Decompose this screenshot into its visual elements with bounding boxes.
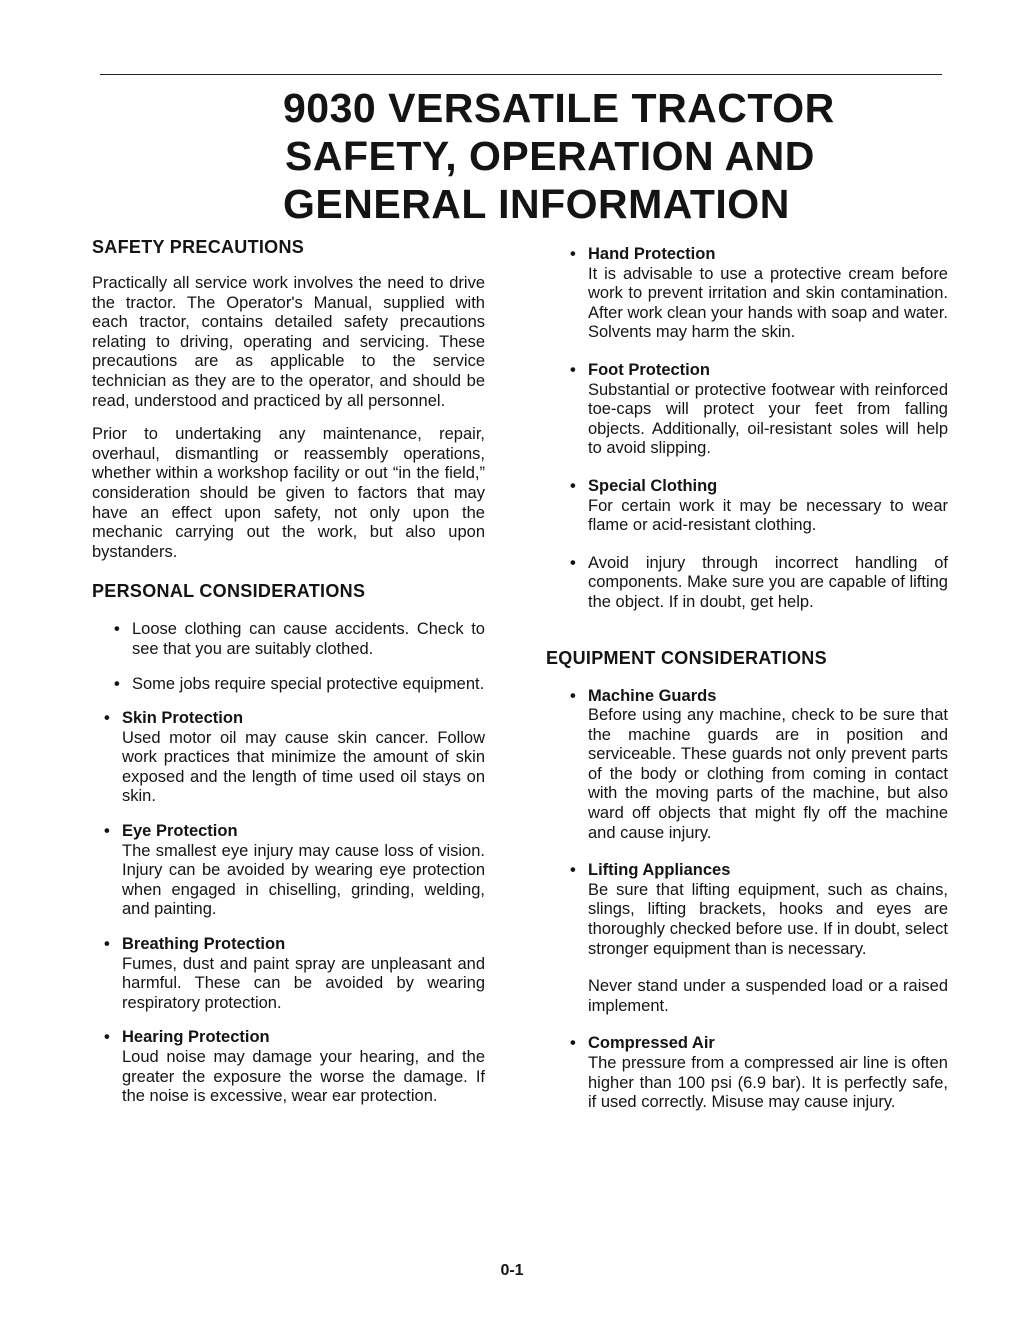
page-title [283, 84, 883, 228]
bullet: • [570, 861, 576, 880]
list-item [98, 1028, 485, 1106]
item-heading: Hand Protection [588, 245, 716, 263]
item-text: Loose clothing can cause accidents. Check to see that you are suitably clothed. [132, 620, 485, 658]
safety-paragraph-1: Practically all service work involves the need to drive the tractor. The Operator's Manual, supplied with each tractor, contains detailed safety precautions relating to driving, operating and servicing. These precautions are as applicable to the service technician as they are to the operator, and should be read, understood and practiced by all personnel. [92, 274, 485, 410]
item-text: Substantial or protective footwear with reinforced toe-caps will protect your feet from falling objects. Additionally, oil-resistant soles will help to avoid slipping. [588, 380, 948, 458]
right-column [546, 245, 948, 1113]
page-number: 0-1 [500, 1262, 524, 1279]
item-text: Some jobs require special protective equipment. [132, 674, 485, 693]
item-text: The smallest eye injury may cause loss of vision. Injury can be avoided by wearing eye protection when engaged in chiselling, grinding, welding, and painting. [122, 841, 485, 919]
item-text: Fumes, dust and paint spray are unpleasant and harmful. These can be avoided by wearing respiratory protection. [122, 954, 485, 1012]
bullet: • [114, 620, 120, 639]
bullet: • [570, 360, 576, 379]
item-text: The pressure from a compressed air line is often higher than 100 psi (6.9 bar). It is perfectly safe, if used correctly. Misuse may cause injury. [588, 1054, 948, 1112]
item-text: Loud noise may damage your hearing, and the greater the exposure the worse the damage. If the noise is excessive, wear ear protection. [122, 1048, 485, 1106]
item-text: It is advisable to use a protective cream before work to prevent irritation and skin contamination. After work clean your hands with soap and water. Solvents may harm the skin. [588, 264, 948, 342]
list-item [108, 620, 485, 659]
safety-paragraph-2: Prior to undertaking any maintenance, repair, overhaul, dismantling or reassembly operations, whether within a workshop facility or out “in the field,” consideration should be given to factors that may have an effect upon safety, not only upon the mechanic carrying out the work, but also upon bystanders. [92, 425, 485, 561]
bullet: • [570, 245, 576, 263]
list-item [564, 361, 948, 459]
bullet: • [570, 553, 576, 572]
list-item [564, 554, 948, 613]
title-line-2: SAFETY, OPERATION AND [285, 133, 815, 179]
list-item [98, 709, 485, 807]
bullet: • [570, 686, 576, 705]
bullet: • [570, 476, 576, 495]
left-column [92, 236, 485, 1107]
personal-considerations-heading: PERSONAL CONSIDERATIONS [92, 581, 366, 602]
item-text: Avoid injury through incorrect handling of components. Make sure you are capable of lifting the object. If in doubt, get help. [588, 553, 948, 611]
bullet: • [104, 709, 110, 728]
item-text-2: Never stand under a suspended load or a raised implement. [588, 977, 948, 1015]
item-heading: Compressed Air [588, 1034, 715, 1053]
item-text: Used motor oil may cause skin cancer. Follow work practices that minimize the amount of skin exposed and the length of time used oil stays on skin. [122, 728, 485, 806]
list-item [564, 861, 948, 1016]
title-line-3: GENERAL INFORMATION [283, 181, 790, 227]
bullet: • [570, 1034, 576, 1053]
list-item [98, 822, 485, 920]
list-item [564, 1034, 948, 1112]
bullet: • [104, 935, 110, 954]
bullet: • [104, 822, 110, 841]
item-heading: Special Clothing [588, 476, 718, 495]
item-heading: Breathing Protection [122, 935, 286, 954]
list-item [564, 687, 948, 844]
item-heading: Skin Protection [122, 709, 244, 728]
safety-precautions-heading: SAFETY PRECAUTIONS [92, 237, 305, 257]
top-rule [100, 74, 942, 75]
list-item [98, 935, 485, 1013]
list-item [108, 675, 485, 695]
item-text: Be sure that lifting equipment, such as chains, slings, lifting brackets, hooks and eyes are thoroughly checked before use. If in doubt, select stronger equipment than is necessary. [588, 880, 948, 958]
item-text: For certain work it may be necessary to wear flame or acid-resistant clothing. [588, 496, 948, 535]
item-text: Before using any machine, check to be sure that the machine guards are in position and serviceable. These guards not only prevent parts of the body or clothing from coming in contact with the moving parts of the machine, but also ward off objects that might fly off the machine and cause injury. [588, 706, 948, 842]
bullet: • [114, 674, 120, 693]
item-heading: Eye Protection [122, 822, 238, 841]
bullet: • [104, 1028, 110, 1047]
equipment-considerations-heading: EQUIPMENT CONSIDERATIONS [546, 647, 827, 668]
list-item [564, 245, 948, 343]
item-heading: Machine Guards [588, 686, 717, 705]
item-heading: Lifting Appliances [588, 861, 731, 880]
list-item [564, 477, 948, 536]
item-heading: Foot Protection [588, 360, 710, 379]
item-heading: Hearing Protection [122, 1028, 270, 1047]
title-line-1: 9030 VERSATILE TRACTOR [283, 85, 835, 131]
